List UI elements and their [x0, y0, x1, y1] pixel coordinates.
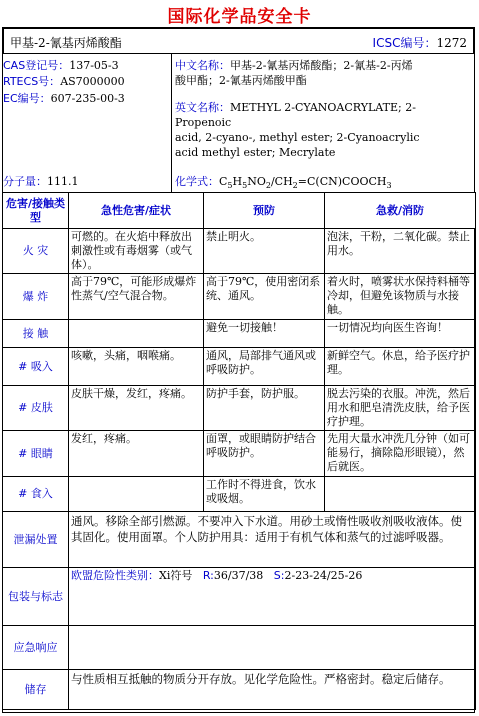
s-label: S:: [273, 569, 285, 582]
row-ingestion-prevention: 工作时不得进食，饮水或吸烟。: [204, 477, 325, 512]
row-inhalation-firstaid: 新鲜空气。休息，给予医疗护理。: [325, 348, 476, 386]
r-label: R:: [202, 569, 214, 582]
row-explosion-firstaid: 着火时，喷雾状水保持料桶等冷却，但避免该物质与水接触。: [325, 274, 476, 320]
en-name-line1: METHYL 2-CYANOACRYLATE; 2-Propenoic: [175, 101, 416, 129]
eu-class-label: 欧盟危险性类别：: [71, 569, 159, 582]
rtecs-value: AS7000000: [60, 75, 125, 88]
eu-class-value: Xi符号: [159, 569, 193, 582]
table-row: [3, 477, 476, 512]
emergency-text: [69, 626, 476, 670]
formula-label: 化学式：: [175, 175, 219, 188]
row-contact-acute: [69, 320, 204, 348]
row-fire-prevention: 禁止明火。: [204, 229, 325, 274]
rtecs-line: [3, 74, 125, 89]
row-eyes-firstaid: 先用大量水冲洗几分钟（如可能易行，摘除隐形眼镜），然后就医。: [325, 431, 476, 477]
row-explosion-prevention: 高于79℃，使用密闭系统、通风。: [204, 274, 325, 320]
icsc-number: [373, 34, 467, 51]
header-acute: 急性危害/症状: [69, 193, 204, 229]
emergency-label: 应急响应: [3, 626, 69, 670]
cn-name-line2: 酸甲酯；2-氰基丙烯酸甲酯: [175, 74, 307, 87]
id-divider: [171, 54, 172, 192]
pack-row: [3, 568, 476, 626]
row-explosion-type: 爆 炸: [3, 274, 69, 320]
card-title: 国际化学品安全卡: [167, 7, 312, 27]
ec-label: EC编号：: [3, 92, 51, 105]
table-row: [3, 386, 476, 431]
row-skin-acute: 皮肤干燥，发红，疼痛。: [69, 386, 204, 431]
icsc-label: ICSC编号：: [372, 36, 437, 50]
row-skin-firstaid: 脱去污染的衣服。冲洗，然后用水和肥皂清洗皮肤，给予医疗护理。: [325, 386, 476, 431]
row-explosion-acute: 高于79℃，可能形成爆炸性蒸气/空气混合物。: [69, 274, 204, 320]
row-eyes-type: # 眼睛: [3, 431, 69, 477]
header-firstaid: 急救/消防: [325, 193, 476, 229]
en-name-line2: acid, 2-cyano-, methyl ester; 2-Cyanoacrylic: [175, 131, 420, 144]
hazard-table: [2, 192, 476, 710]
row-ingestion-firstaid: [325, 477, 476, 512]
table-row: [3, 320, 476, 348]
cas-line: [3, 58, 119, 73]
table-row: [3, 348, 476, 386]
mw-label: 分子量：: [3, 175, 47, 188]
r-value: 36/37/38: [213, 569, 264, 582]
leak-text: 通风。移除全部引燃源。不要冲入下水道。用砂土或惰性吸收剂吸收液体。使其固化。使用面罩。个人防护用具：适用于有机气体和蒸气的过滤呼吸器。: [69, 512, 476, 568]
leak-row: [3, 512, 476, 568]
safety-card: [2, 27, 475, 713]
table-header-row: [3, 193, 476, 229]
pack-label: 包装与标志: [3, 568, 69, 626]
chemical-name: 甲基-2-氰基丙烯酸酯: [10, 36, 122, 50]
row-inhalation-type: # 吸入: [3, 348, 69, 386]
cas-label: CAS登记号：: [3, 59, 70, 72]
row-fire-type: 火 灾: [3, 229, 69, 274]
header-prevention: 预防: [204, 193, 325, 229]
mw-line: [3, 174, 79, 189]
row-eyes-acute: 发红，疼痛。: [69, 431, 204, 477]
row-contact-firstaid: 一切情况均向医生咨询！: [325, 320, 476, 348]
formula-line: [175, 174, 471, 193]
mw-value: 111.1: [47, 175, 79, 188]
storage-row: [3, 670, 476, 710]
en-name-line3: acid methyl ester; Mecrylate: [175, 146, 336, 159]
row-inhalation-prevention: 通风，局部排气通风或呼吸防护。: [204, 348, 325, 386]
table-row: [3, 431, 476, 477]
name-bar: [3, 28, 474, 54]
leak-label: 泄漏处置: [3, 512, 69, 568]
row-fire-acute: 可燃的。在火焰中释放出刺激性或有毒烟雾（或气体）。: [69, 229, 204, 274]
row-eyes-prevention: 面罩，或眼睛防护结合呼吸防护。: [204, 431, 325, 477]
cn-name-block: [175, 58, 471, 88]
icsc-value: 1272: [436, 36, 467, 50]
row-contact-type: 接 触: [3, 320, 69, 348]
row-contact-prevention: 避免一切接触！: [204, 320, 325, 348]
emergency-row: [3, 626, 476, 670]
formula-value: $C_5H_5NO_2/CH_2=C(CN)COOCH_3$: [219, 175, 392, 191]
rtecs-label: RTECS号：: [3, 75, 61, 88]
en-name-label: 英文名称：: [175, 101, 230, 114]
header-type: 危害/接触类型: [3, 193, 69, 229]
en-name-block: [175, 100, 471, 160]
row-inhalation-acute: 咳嗽，头痛，咽喉痛。: [69, 348, 204, 386]
row-fire-firstaid: 泡沫，干粉，二氧化碳。禁止用水。: [325, 229, 476, 274]
row-ingestion-type: # 食入: [3, 477, 69, 512]
pack-text: [69, 568, 476, 626]
storage-label: 储存: [3, 670, 69, 710]
s-value: 2-23-24/25-26: [284, 569, 363, 582]
ec-line: [3, 91, 125, 106]
cn-name-label: 中文名称：: [175, 59, 230, 72]
row-skin-type: # 皮肤: [3, 386, 69, 431]
cas-value: 137-05-3: [69, 59, 119, 72]
ec-value: 607-235-00-3: [50, 92, 125, 105]
table-row: [3, 229, 476, 274]
row-ingestion-acute: [69, 477, 204, 512]
cn-name-line1: 甲基-2-氰基丙烯酸酯；2-氰基-2-丙烯: [230, 59, 413, 72]
storage-text: 与性质相互抵触的物质分开存放。见化学危险性。严格密封。稳定后储存。: [69, 670, 476, 710]
table-row: [3, 274, 476, 320]
row-skin-prevention: 防护手套，防护服。: [204, 386, 325, 431]
